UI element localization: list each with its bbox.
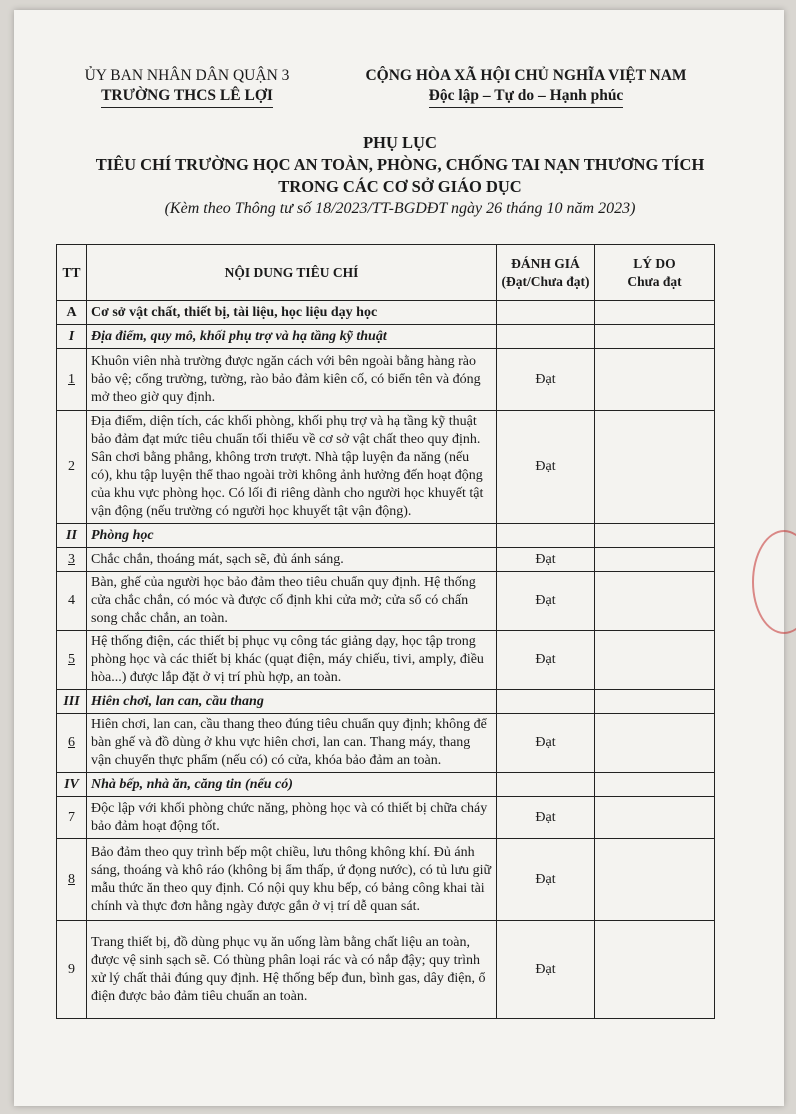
national-motto: Độc lập – Tự do – Hạnh phúc — [429, 86, 624, 108]
subsection-number: II — [57, 524, 87, 548]
reason-cell — [595, 572, 715, 631]
appendix-label: PHỤ LỤC — [363, 133, 437, 152]
reason-cell — [595, 921, 715, 1019]
reason-title: LÝ DO — [633, 255, 676, 271]
table-row — [57, 411, 715, 524]
reason-cell — [595, 548, 715, 572]
table-row — [57, 714, 715, 773]
national-header — [336, 66, 716, 108]
table-header-row — [57, 245, 715, 301]
evaluation-result: Đạt — [497, 349, 595, 411]
criterion-text: Địa điểm, diện tích, các khối phòng, khối phụ trợ và hạ tầng kỹ thuật bảo đảm đạt mức tiêu chuẩn tối thiểu về cơ sở vật chất theo quy định. Sân chơi bằng phẳng, không trơn trượt. Nhà tập luyện đa năng (nếu có), khu tập luyện thể thao ngoài trời không ảnh hưởng đến hoạt động của khu vực phòng học. Có lối đi riêng dành cho người học khuyết tật vận động (nếu trường có người học khuyết tật vận động). — [87, 411, 497, 524]
col-header-tt: TT — [57, 245, 87, 301]
subsection-row — [57, 773, 715, 797]
col-header-evaluation — [497, 245, 595, 301]
document-title-line2: TRONG CÁC CƠ SỞ GIÁO DỤC — [278, 177, 522, 196]
subsection-title: Hiên chơi, lan can, cầu thang — [87, 690, 497, 714]
subsection-title: Địa điểm, quy mô, khối phụ trợ và hạ tầng kỹ thuật — [87, 325, 497, 349]
row-number: 3 — [68, 551, 75, 567]
national-title: CỘNG HÒA XÃ HỘI CHỦ NGHĨA VIỆT NAM — [365, 67, 687, 84]
reason-cell — [595, 839, 715, 921]
table-row — [57, 631, 715, 690]
col-header-content: NỘI DUNG TIÊU CHÍ — [87, 245, 497, 301]
table-row — [57, 921, 715, 1019]
subsection-row — [57, 325, 715, 349]
issuer-header — [62, 66, 312, 108]
row-number: 7 — [68, 809, 75, 825]
row-number: 2 — [68, 459, 75, 474]
criterion-text: Khuôn viên nhà trường được ngăn cách với bên ngoài bằng hàng rào bảo vệ; cổng trường, tường, rào bảo đảm kiên cố, có biển tên và đóng mở theo giờ quy định. — [87, 349, 497, 411]
criteria-table — [56, 244, 715, 1019]
evaluation-result: Đạt — [497, 921, 595, 1019]
reason-cell — [595, 411, 715, 524]
subsection-number: IV — [57, 773, 87, 797]
reason-cell — [595, 349, 715, 411]
table-row — [57, 839, 715, 921]
evaluation-sub: (Đạt/Chưa đạt) — [501, 273, 590, 289]
reason-cell — [595, 797, 715, 839]
table-row — [57, 572, 715, 631]
reason-sub: Chưa đạt — [627, 273, 682, 289]
criterion-text: Bàn, ghế của người học bảo đảm theo tiêu chuẩn quy định. Hệ thống cửa chắc chắn, có móc và được cố định khi cửa mở; cửa sổ có chấn song chắc chắn, an toàn. — [87, 572, 497, 631]
evaluation-result: Đạt — [497, 839, 595, 921]
school-name: TRƯỜNG THCS LÊ LỢI — [101, 86, 273, 108]
document-title-block — [40, 132, 760, 220]
criterion-text: Chắc chắn, thoáng mát, sạch sẽ, đủ ánh sáng. — [87, 548, 497, 572]
row-number: 1 — [68, 371, 75, 387]
subsection-title: Phòng học — [87, 524, 497, 548]
row-number: 5 — [68, 652, 75, 667]
evaluation-result: Đạt — [497, 411, 595, 524]
table-row — [57, 548, 715, 572]
reason-cell — [595, 714, 715, 773]
criterion-text: Trang thiết bị, đồ dùng phục vụ ăn uống làm bằng chất liệu an toàn, được vệ sinh sạch sẽ. Có thùng phân loại rác và có nắp đậy; quy trình xử lý chất thải đúng quy định. Hệ thống bếp đun, bình gas, dây điện, ổ điện được bảo đảm tiêu chuẩn an toàn. — [87, 921, 497, 1019]
row-number: 6 — [68, 735, 75, 750]
evaluation-result: Đạt — [497, 572, 595, 631]
table-row — [57, 797, 715, 839]
evaluation-title: ĐÁNH GIÁ — [511, 255, 580, 271]
evaluation-result: Đạt — [497, 548, 595, 572]
issuer-authority: ỦY BAN NHÂN DÂN QUẬN 3 — [84, 67, 290, 84]
evaluation-result: Đạt — [497, 797, 595, 839]
subsection-row — [57, 524, 715, 548]
row-number: 4 — [68, 593, 75, 608]
document-title-line1: TIÊU CHÍ TRƯỜNG HỌC AN TOÀN, PHÒNG, CHỐNG TAI NẠN THƯƠNG TÍCH — [95, 155, 705, 174]
section-title: Cơ sở vật chất, thiết bị, tài liệu, học liệu dạy học — [87, 301, 497, 325]
criterion-text: Hệ thống điện, các thiết bị phục vụ công tác giảng dạy, học tập trong phòng học và các thiết bị khác (quạt điện, máy chiếu, tivi, amply, điều hòa...) được lắp đặt ở vị trí phù hợp, an toàn. — [87, 631, 497, 690]
row-number: 9 — [68, 961, 75, 977]
col-header-reason — [595, 245, 715, 301]
table-row — [57, 349, 715, 411]
reason-cell — [595, 631, 715, 690]
evaluation-result: Đạt — [497, 714, 595, 773]
subsection-title: Nhà bếp, nhà ăn, căng tin (nếu có) — [87, 773, 497, 797]
section-number: A — [57, 301, 87, 325]
criterion-text: Hiên chơi, lan can, cầu thang theo đúng tiêu chuẩn quy định; không để bàn ghế và đồ dùng ở khu vực hiên chơi, lan can. Thang máy, thang vận chuyển thực phẩm (nếu có) có cửa, khóa bảo đảm an toàn. — [87, 714, 497, 773]
subsection-number: III — [57, 690, 87, 714]
section-row — [57, 301, 715, 325]
subsection-number: I — [57, 325, 87, 349]
row-number: 8 — [68, 871, 75, 887]
evaluation-result: Đạt — [497, 631, 595, 690]
subsection-row — [57, 690, 715, 714]
criterion-text: Bảo đảm theo quy trình bếp một chiều, lưu thông không khí. Đủ ánh sáng, thoáng và khô ráo (không bị ẩm thấp, ứ đọng nước), có tủ lưu giữ mẫu thức ăn theo quy định. Có nội quy khu bếp, có bảng công khai tài chính và thực đơn hằng ngày được gắn ở vị trí dễ quan sát. — [87, 839, 497, 921]
criterion-text: Độc lập với khối phòng chức năng, phòng học và có thiết bị chữa cháy bảo đảm hoạt động tốt. — [87, 797, 497, 839]
document-reference: (Kèm theo Thông tư số 18/2023/TT-BGDĐT ngày 26 tháng 10 năm 2023) — [164, 200, 636, 217]
